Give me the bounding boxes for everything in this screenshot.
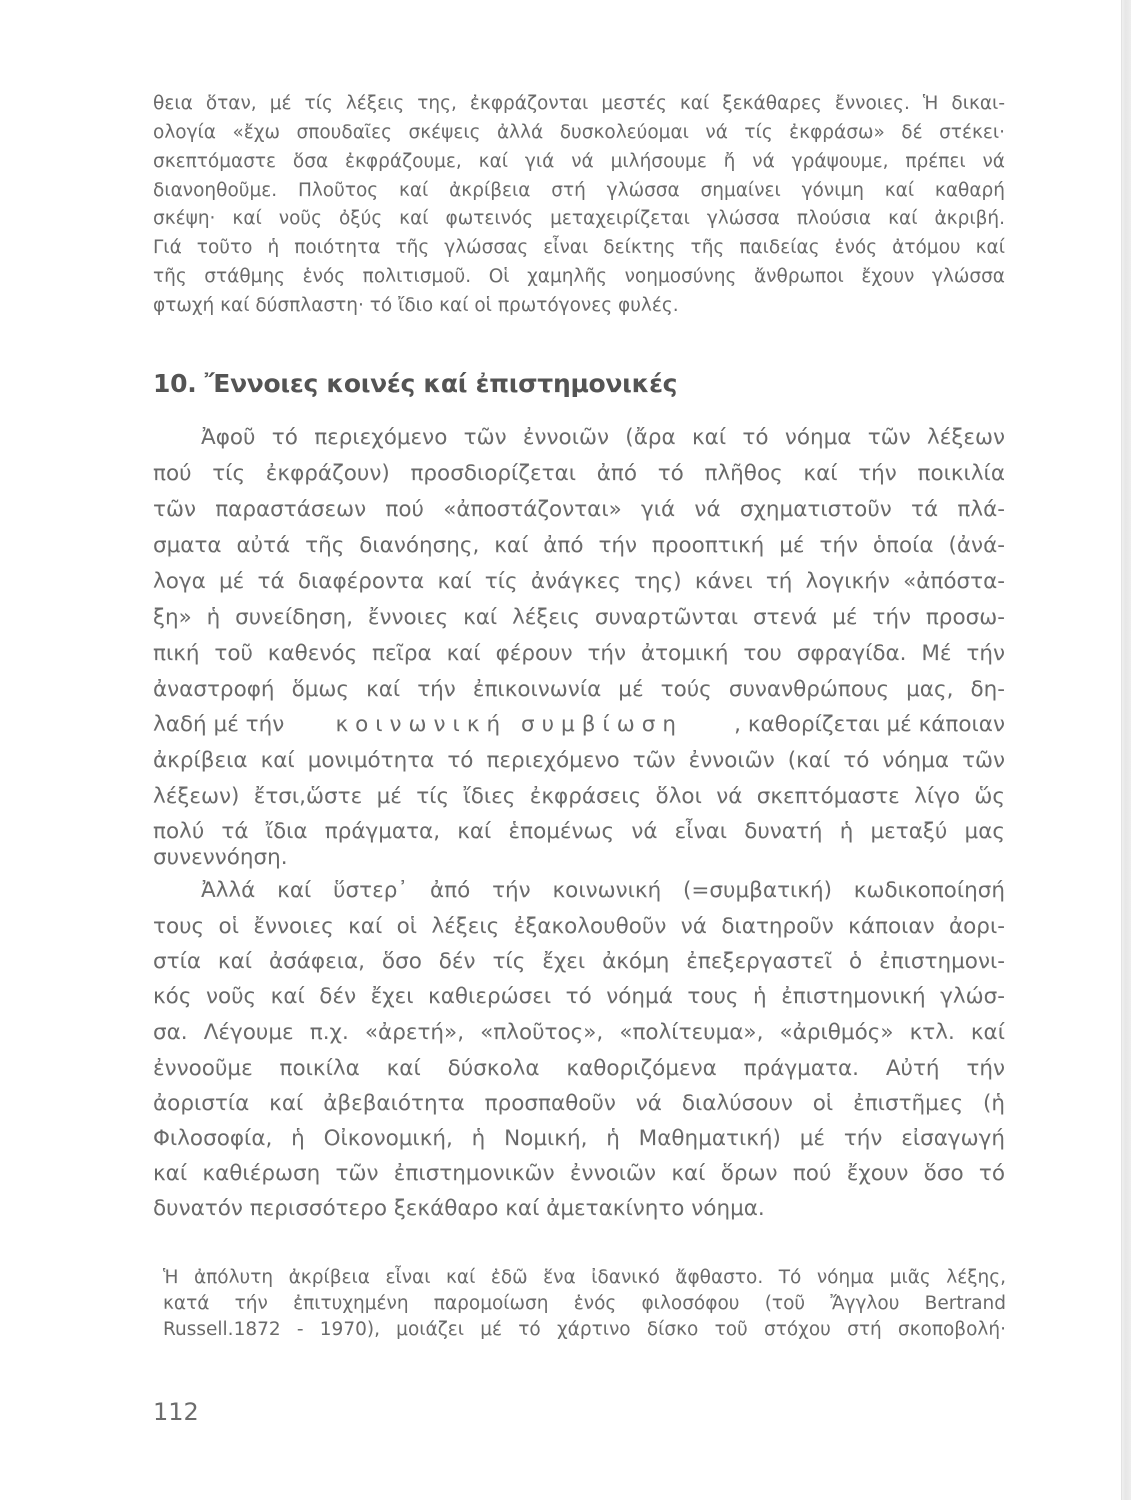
- text-line: τους οἱ ἔννοιες καί οἱ λέξεις ἐξακολουθοῦν νά διατηροῦν κάποιαν ἀορι-: [153, 914, 1005, 939]
- text-line: Γιά τοῦτο ἡ ποιότητα τῆς γλώσσας εἶναι δείκτης τῆς παιδείας ἑνός ἀτόμου καί: [153, 237, 1005, 258]
- text-line: συνεννόηση.: [153, 845, 288, 870]
- text-line: Ἀλλά καί ὕστερ᾽ ἀπό τήν κοινωνική (=συμβατική) κωδικοποίησή: [201, 878, 1005, 903]
- emphasized-term: κοινωνική συμβίωση: [335, 712, 683, 737]
- text-line: σματα αὐτά τῆς διανόησης, καί ἀπό τήν προοπτική μέ τήν ὁποία (ἀνά-: [153, 533, 1005, 558]
- text-line: πολύ τά ἴδια πράγματα, καί ἑπομένως νά εἶναι δυνατή ἡ μεταξύ μας: [153, 819, 1005, 844]
- text-line: διανοηθοῦμε. Πλοῦτος καί ἀκρίβεια στή γλώσσα σημαίνει γόνιμη καί καθαρή: [153, 180, 1005, 201]
- line-start: λαδή μέ τήν: [153, 712, 285, 737]
- page-number: 112: [153, 1398, 199, 1426]
- text-line: ἀκρίβεια καί μονιμότητα τό περιεχόμενο τῶν ἐννοιῶν (καί τό νόημα τῶν: [153, 748, 1005, 773]
- text-line: φτωχή καί δύσπλαστη· τό ἴδιο καί οἱ πρωτόγονες φυλές.: [153, 295, 679, 316]
- footnote-line: Russell.1872 - 1970), μοιάζει μέ τό χάρτινο δίσκο τοῦ στόχου στή σκοποβολή·: [163, 1319, 1006, 1340]
- text-line: ξη» ἡ συνείδηση, ἔννοιες καί λέξεις συναρτῶνται στενά μέ τήν προσω-: [153, 605, 1005, 630]
- text-line: ἐννοοῦμε ποικίλα καί δύσκολα καθοριζόμενα πράγματα. Αὐτή τήν: [153, 1056, 1005, 1081]
- text-line: θεια ὅταν, μέ τίς λέξεις της, ἐκφράζονται μεστές καί ξεκάθαρες ἔννοιες. Ἡ δικαι-: [153, 93, 1005, 114]
- page-edge: [1121, 0, 1131, 1500]
- text-line: στία καί ἀσάφεια, ὅσο δέν τίς ἔχει ἀκόμη ἐπεξεργαστεῖ ὁ ἐπιστημονι-: [153, 949, 1005, 974]
- text-line: τῶν παραστάσεων πού «ἀποστάζονται» γιά νά σχηματιστοῦν τά πλά-: [153, 497, 1005, 522]
- text-line: Ἀφοῦ τό περιεχόμενο τῶν ἐννοιῶν (ἄρα καί τό νόημα τῶν λέξεων: [201, 425, 1005, 450]
- text-line: [153, 714, 1005, 736]
- text-line: λέξεων) ἔτσι,ὥστε μέ τίς ἴδιες ἐκφράσεις ὅλοι νά σκεπτόμαστε λίγο ὥς: [153, 784, 1005, 809]
- text-line: ἀοριστία καί ἀβεβαιότητα προσπαθοῦν νά διαλύσουν οἱ ἐπιστῆμες (ἡ: [153, 1091, 1005, 1116]
- text-line: καί καθιέρωση τῶν ἐπιστημονικῶν ἐννοιῶν καί ὅρων πού ἔχουν ὅσο τό: [153, 1161, 1005, 1186]
- text-line: τῆς στάθμης ἑνός πολιτισμοῦ. Οἱ χαμηλῆς νοημοσύνης ἄνθρωποι ἔχουν γλώσσα: [153, 266, 1005, 287]
- line-end: , καθορίζεται μέ κάποιαν: [734, 712, 1005, 737]
- text-line: δυνατόν περισσότερο ξεκάθαρο καί ἀμετακίνητο νόημα.: [153, 1196, 765, 1221]
- text-line: ολογία «ἔχω σπουδαῖες σκέψεις ἀλλά δυσκολεύομαι νά τίς ἐκφράσω» δέ στέκει·: [153, 122, 1005, 143]
- text-line: ἀναστροφή ὅμως καί τήν ἐπικοινωνία μέ τούς συνανθρώπους μας, δη-: [153, 677, 1005, 702]
- text-line: κός νοῦς καί δέν ἔχει καθιερώσει τό νόημά τους ἡ ἐπιστημονική γλώσ-: [153, 984, 1005, 1009]
- footnote-line: Ἡ ἀπόλυτη ἀκρίβεια εἶναι καί ἐδῶ ἕνα ἰδανικό ἄφθαστο. Τό νόημα μιᾶς λέξης,: [163, 1267, 1006, 1288]
- text-line: σα. Λέγουμε π.χ. «ἀρετή», «πλοῦτος», «πολίτευμα», «ἀριθμός» κτλ. καί: [153, 1020, 1005, 1045]
- text-line: σκέψη· καί νοῦς ὀξύς καί φωτεινός μεταχειρίζεται γλώσσα πλούσια καί ἀκριβή.: [153, 208, 1005, 229]
- text-line: πική τοῦ καθενός πεῖρα καί φέρουν τήν ἀτομική του σφραγίδα. Μέ τήν: [153, 641, 1005, 666]
- text-line: πού τίς ἐκφράζουν) προσδιορίζεται ἀπό τό πλῆθος καί τήν ποικιλία: [153, 461, 1005, 486]
- text-line: λογα μέ τά διαφέροντα καί τίς ἀνάγκες της) κάνει τή λογικήν «ἀπόστα-: [153, 569, 1005, 594]
- text-line: Φιλοσοφία, ἡ Οἰκονομική, ἡ Νομική, ἡ Μαθηματική) μέ τήν εἰσαγωγή: [153, 1126, 1005, 1151]
- section-heading: 10. Ἔννοιες κοινές καί ἐπιστημονικές: [153, 369, 678, 398]
- footnote-line: κατά τήν ἐπιτυχημένη παρομοίωση ἑνός φιλοσόφου (τοῦ Ἄγγλου Bertrand: [163, 1293, 1006, 1314]
- text-line: σκεπτόμαστε ὅσα ἐκφράζουμε, καί γιά νά μιλήσουμε ἤ νά γράψουμε, πρέπει νά: [153, 151, 1005, 172]
